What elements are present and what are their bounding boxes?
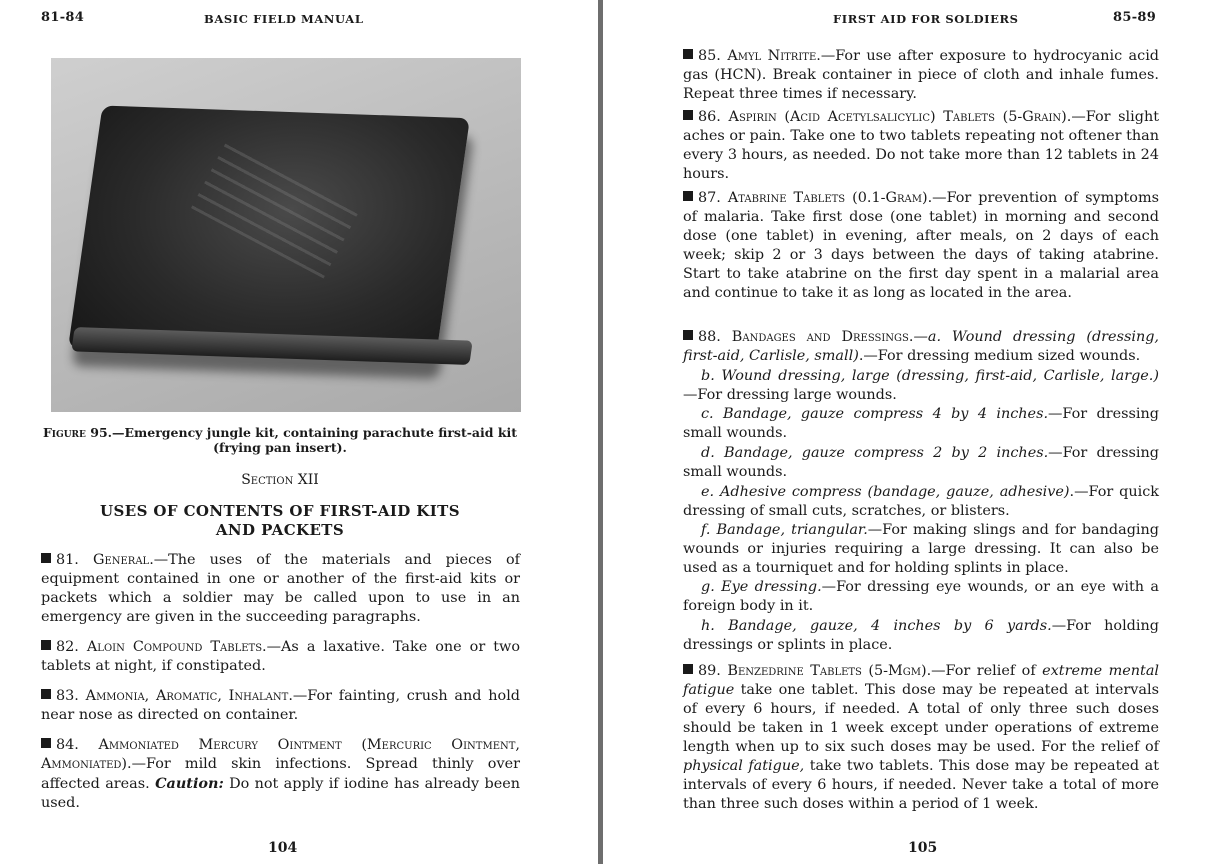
running-head-title: BASIC FIELD MANUAL xyxy=(204,12,364,26)
paragraph-number: 83. xyxy=(56,688,79,704)
paragraph-number: 85. xyxy=(698,48,721,64)
square-bullet-icon xyxy=(683,664,693,674)
paragraph-number: 82. xyxy=(56,639,79,655)
paragraph-lead: Aspirin (Acid Acetylsalicylic) Tablets (5-Grain). xyxy=(728,109,1072,125)
paragraph-83 xyxy=(41,687,520,725)
square-bullet-icon xyxy=(41,640,51,650)
square-bullet-icon xyxy=(683,110,693,120)
section-title xyxy=(40,502,520,540)
paragraph-number: 81. xyxy=(56,552,79,568)
paragraph-text-post: take two tablets. This dose may be repeated at intervals of every 6 hours, if needed. Never take a total of more than three such doses within a period of 1 week. xyxy=(683,758,1160,812)
paragraph-text: —The uses of the materials and pieces of equipment contained in one or another of the first-aid kits or packets which a soldier may be called upon to use in an emergency are given in the succeeding paragraphs. xyxy=(41,552,520,625)
square-bullet-icon xyxy=(41,553,51,563)
right-page xyxy=(603,0,1212,864)
running-head-title: FIRST AID FOR SOLDIERS xyxy=(833,12,1019,26)
paragraph-text-pre: —For relief of xyxy=(931,663,1043,679)
left-page xyxy=(0,0,598,864)
paragraph-lead: Bandages and Dressings. xyxy=(731,329,914,345)
subitem-g xyxy=(683,578,1159,616)
subitem-a-title: —a. Wound dressing (dressing, first-aid, Carlisle, small) xyxy=(683,329,1159,364)
subitem-text: —For dressing small wounds. xyxy=(683,445,1159,480)
paragraph-89 xyxy=(683,662,1159,814)
paragraph-lead: Atabrine Tablets (0.1-Gram). xyxy=(727,190,933,206)
figure-caption xyxy=(40,425,520,455)
square-bullet-icon xyxy=(683,49,693,59)
paragraph-number: 86. xyxy=(698,109,721,125)
figure-photo xyxy=(51,58,521,412)
section-title-line-2: AND PACKETS xyxy=(215,521,345,539)
subitem-c xyxy=(683,405,1159,443)
paragraph-number: 88. xyxy=(698,329,721,345)
caution-label: Caution: xyxy=(155,775,224,792)
paragraph-text: —For prevention of symptoms of malaria. Take first dose (one tablet) in morning and second dose (one tablet) in evening, after meals, on 2 days of each week; skip 2 or 3 days between the days of taking atabrine. Start to take atabrine on the first day spent in a malarial area and continue to take it as long as located in the area. xyxy=(683,190,1159,301)
paragraph-81 xyxy=(41,551,520,627)
subitem-title: b. Wound dressing, large (dressing, first-aid, Carlisle, large.) xyxy=(701,368,1159,384)
paragraph-lead: Ammonia, Aromatic, Inhalant. xyxy=(85,688,293,704)
paragraph-lead: General. xyxy=(92,552,154,568)
paragraph-text: —For slight aches or pain. Take one to two tablets repeating not oftener than every 3 hours, as needed. Do not take more than 12 tablets in 24 hours. xyxy=(683,109,1159,182)
page-number-left: 104 xyxy=(268,840,298,856)
subitem-a-text: .—For dressing medium sized wounds. xyxy=(858,348,1141,364)
square-bullet-icon xyxy=(683,191,693,201)
paragraph-87 xyxy=(683,189,1159,303)
paragraph-text: —For mild skin infections. Spread thinly over affected areas. xyxy=(41,756,520,792)
subitem-e xyxy=(683,483,1159,521)
figure-caption-label: Figure 95. xyxy=(42,425,112,440)
paragraph-lead: Ammoniated Mercury Ointment (Mercuric Ointment, Ammoniated). xyxy=(41,737,520,772)
running-head-section-range: 85-89 xyxy=(1113,10,1157,25)
subitem-title: e. Adhesive compress (bandage, gauze, adhesive) xyxy=(701,484,1070,500)
subitem-text: —For dressing small wounds. xyxy=(683,406,1159,441)
paragraph-86 xyxy=(683,108,1159,184)
section-number: Section XII xyxy=(241,472,319,488)
subitem-h xyxy=(683,617,1159,655)
subitem-d xyxy=(683,444,1159,482)
subitem-text: —For dressing eye wounds, or an eye with a foreign body in it. xyxy=(683,579,1159,614)
paragraph-85 xyxy=(683,47,1159,104)
paragraph-lead: Benzedrine Tablets (5-Mgm). xyxy=(727,663,932,679)
subitem-text: .—For quick dressing of small cuts, scratches, or blisters. xyxy=(683,484,1159,519)
subitem-f xyxy=(683,521,1159,578)
page-number-right: 105 xyxy=(908,840,938,856)
figure-caption-text: —Emergency jungle kit, containing parachute first-aid kit (frying pan insert). xyxy=(112,425,518,455)
square-bullet-icon xyxy=(41,738,51,748)
subitem-text: —For making slings and for bandaging wounds or injuries requiring a large dressing. It can also be used as a tourniquet and for holding splints in place. xyxy=(683,522,1160,576)
paragraph-82 xyxy=(41,638,520,676)
subitem-text: —For dressing large wounds. xyxy=(683,387,897,403)
paragraph-lead: Amyl Nitrite. xyxy=(727,48,821,64)
emphasis-physical-fatigue: physical fatigue, xyxy=(683,758,805,774)
subitem-title: d. Bandage, gauze compress 2 by 2 inches. xyxy=(701,445,1049,461)
paragraph-number: 84. xyxy=(56,737,79,753)
section-title-line-1: USES OF CONTENTS OF FIRST-AID KITS xyxy=(100,502,460,520)
paragraph-number: 89. xyxy=(698,663,721,679)
paragraph-text-mid: take one tablet. This dose may be repeated at intervals of every 6 hours, if needed. A total of only three such doses should be taken in 1 week except under operations of extreme length when up to six such doses may be used. For the relief of xyxy=(683,682,1159,755)
paragraph-number: 87. xyxy=(698,190,721,206)
running-head-section-range: 81-84 xyxy=(41,10,85,25)
subitem-b xyxy=(683,367,1159,405)
caution-text: Do not apply if iodine has already been used. xyxy=(41,776,521,811)
paragraph-88 xyxy=(683,328,1159,366)
subitem-title: c. Bandage, gauze compress 4 by 4 inches. xyxy=(701,406,1049,422)
square-bullet-icon xyxy=(683,330,693,340)
paragraph-text: —For fainting, crush and hold near nose as directed on container. xyxy=(41,688,521,723)
paragraph-lead: Aloin Compound Tablets. xyxy=(86,639,267,655)
subitem-title: g. Eye dressing. xyxy=(701,579,822,595)
paragraph-text: —As a laxative. Take one or two tablets at night, if constipated. xyxy=(41,639,520,674)
subitem-text: —For holding dressings or splints in place. xyxy=(683,618,1159,653)
emphasis-mental-fatigue: extreme mental fatigue xyxy=(683,663,1159,698)
paragraph-text: —For use after exposure to hydrocyanic acid gas (HCN). Break container in piece of cloth and inhale fumes. Repeat three times if necessary. xyxy=(683,48,1160,102)
subitem-title: h. Bandage, gauze, 4 inches by 6 yards. xyxy=(701,618,1052,634)
paragraph-84 xyxy=(41,736,520,813)
square-bullet-icon xyxy=(41,689,51,699)
subitem-title: f. Bandage, triangular. xyxy=(701,522,868,538)
